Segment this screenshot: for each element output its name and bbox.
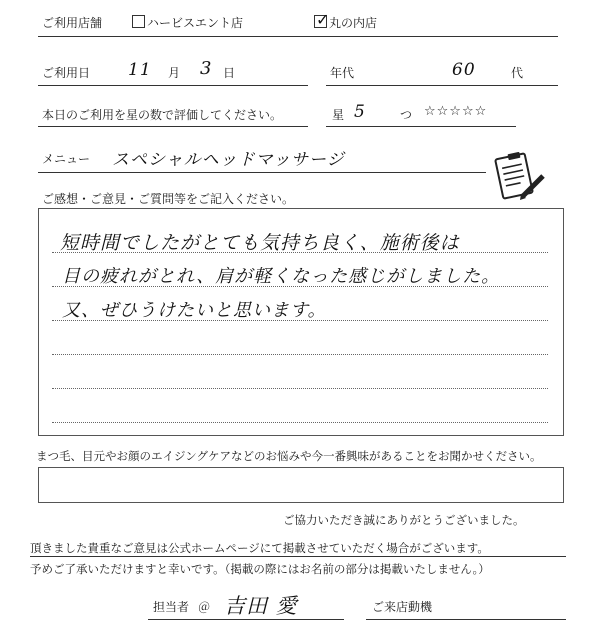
comment-line: 目の疲れがとれ、肩が軽くなった感じがしました。	[62, 266, 501, 287]
comment-line-rule	[52, 422, 548, 423]
notice-underline	[30, 556, 566, 557]
store-option-label: ハービスエント店	[147, 16, 244, 30]
rating-prefix: 星	[332, 108, 345, 122]
rating-prompt: 本日のご利用を星の数で評価してください。	[42, 108, 283, 122]
aging-prompt: まつ毛、目元やお顔のエイジングケアなどのお悩みや今一番興味があることをお聞かせください。	[36, 449, 542, 463]
rating-suffix: つ	[400, 108, 413, 122]
comment-line: 短時間でしたがとても気持ち良く、施術後は	[60, 232, 460, 254]
date-label: ご利用日	[42, 66, 91, 80]
menu-underline	[38, 172, 486, 173]
staff-at: ＠	[198, 600, 211, 614]
checkmark-icon: ✓	[316, 10, 330, 29]
notice-text: 頂きました貴重なご意見は公式ホームページにて掲載させていただく場合がございます。	[30, 541, 489, 555]
thanks-text: ご協力いただき誠にありがとうございました。	[283, 513, 525, 527]
day-unit: 日	[223, 66, 236, 80]
store-option-harbis[interactable]	[132, 14, 243, 31]
age-value: 60	[452, 60, 476, 80]
staff-name: 吉田 愛	[224, 594, 298, 618]
menu-value: スペシャルヘッドマッサージ	[112, 150, 345, 170]
rating-underline-right	[326, 126, 516, 127]
comment-line: 又、ぜひうけたいと思います。	[62, 300, 327, 321]
store-option-label: 丸の内店	[329, 16, 378, 30]
motive-label: ご来店動機	[372, 600, 433, 614]
comments-prompt: ご感想・ご意見・ご質問等をご記入ください。	[42, 192, 295, 206]
store-underline	[38, 36, 558, 37]
rating-value: 5	[354, 102, 366, 122]
checkbox-harbis[interactable]	[132, 15, 145, 28]
day-value: 3	[200, 58, 213, 79]
store-label: ご利用店舗	[42, 16, 103, 30]
month-unit: 月	[168, 66, 181, 80]
age-label: 年代	[330, 66, 355, 80]
clipboard-pencil-icon	[493, 150, 549, 206]
aging-answer-box[interactable]	[38, 467, 564, 503]
age-unit: 代	[511, 66, 524, 80]
staff-label: 担当者	[153, 600, 190, 614]
notice-text-2: 予めご了承いただけますと幸いです。（掲載の際にはお名前の部分は掲載いたしません。）	[30, 562, 490, 576]
comment-line-rule	[52, 388, 548, 389]
store-option-marunouchi[interactable]	[314, 10, 378, 31]
checkbox-marunouchi[interactable]	[314, 10, 330, 29]
motive-underline	[366, 619, 566, 620]
rating-stars: ☆☆☆☆☆	[424, 104, 488, 119]
menu-label: メニュー	[42, 152, 91, 166]
age-underline	[326, 85, 558, 86]
month-value: 11	[128, 60, 152, 80]
rating-underline	[38, 126, 308, 127]
date-underline	[38, 85, 308, 86]
staff-underline	[148, 619, 344, 620]
comment-line-rule	[52, 354, 548, 355]
